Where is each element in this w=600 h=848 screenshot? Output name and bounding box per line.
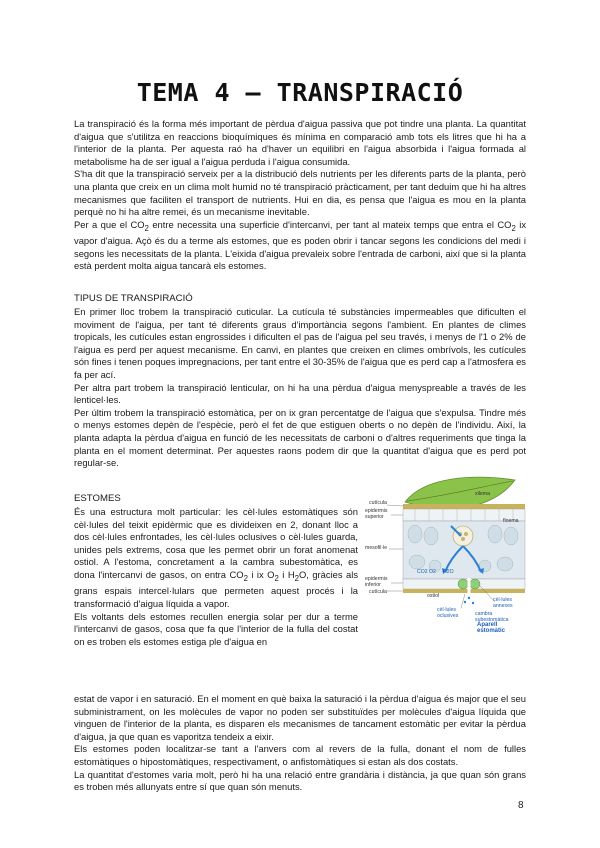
label-cambra-subestomatica: cambra subestomàtica bbox=[475, 611, 509, 623]
label-mesofil: mesofil·le bbox=[365, 545, 388, 551]
label-epidermis-inferior: epidermis inferior bbox=[365, 576, 388, 588]
estomes-narrow-column bbox=[74, 506, 358, 648]
estomes-paragraph-2-end: estat de vapor i en saturació. En el moment en què baixa la saturació i la pèrdua d'aigua és major que el seu subministrament, on les molècules de vapor no poden ser substituïdes per molècules d'aigua líquida que vinguen de l'interior de la planta, es disparen els mecanismes de tancament estomàtic per evitar la pèrdua d'aigua, ja que quan es vaporitza tendeix a eixir. bbox=[74, 693, 526, 742]
estomes-paragraph-4: La quantitat d'estomes varia molt, però hi ha una relació entre grandària i distància, ja que quan són grans es troben més allunyats entre sí que quan són menuts. bbox=[74, 768, 526, 793]
figure-caption: Aparell estomàtic bbox=[477, 622, 506, 634]
estomes-paragraph-2-start: Els voltants dels estomes recullen energia solar per dur a terme l'intercanvi de gasos, cosa que fa que l'interior de la fulla del costat on es troben els estomes estiga ple d'aigua en bbox=[74, 610, 358, 647]
lower-cuticle bbox=[403, 589, 525, 593]
tipus-paragraph-1: En primer lloc trobem la transpiració cuticular. La cutícula té substàncies impermeables que dificulten el moviment de l'aigua, per tant té diferents graus d'importància segons l'ambient. En plantes de climes tropicals, les cutícules estan engrossides i dificulten el pas de l'aigua pel seu través, i menys de l'1 o 2% de l'aigua es perd per aquest mecanisme. En canvi, en plantes que creixen en climes ombrívols, les cutícules són fines i tenen poques impregnacions, per tant entre el 30-35% de l'aigua que es perd cap a l'atmosfera es fa per ací. bbox=[74, 306, 526, 380]
escaping-vapour bbox=[464, 597, 474, 604]
label-h2o: H2O bbox=[443, 569, 454, 575]
label-epidermis-superior: epidermis superior bbox=[365, 508, 388, 520]
intro-section bbox=[74, 118, 526, 273]
upper-cuticle bbox=[403, 504, 525, 509]
page-title: TEMA 4 – TRANSPIRACIÓ bbox=[136, 78, 464, 107]
guard-cell-right bbox=[470, 579, 480, 589]
label-cel-lules-oclusives: cèl·lules oclusives bbox=[437, 607, 459, 619]
vascular-bundle bbox=[453, 526, 473, 546]
label-co2: CO2 bbox=[417, 569, 428, 575]
stomata-figure bbox=[365, 474, 527, 634]
label-ostiol: ostiol bbox=[427, 593, 440, 599]
label-floema: floema bbox=[503, 518, 519, 524]
tipus-section bbox=[74, 306, 526, 470]
intro-paragraph-3: Per a que el $CO_2$ entre necessita una superficie d'intercanvi, per tant al mateix temps que entra el $CO_2$ ix vapor d'aigua. Açò és du a terme als estomes, que es poden obrir i tancar segons les condicions del medi i segons les necessitats de la planta. L'eixida d'aigua prevaleix sobre l'entrada de carboni, així que si la planta està perdent molta aigua tancarà els estomes. bbox=[74, 218, 526, 272]
estomes-paragraph-3: Els estomes poden localitzar-se tant a l'anvers com al revers de la fulla, donant el nom de fulles estomàtiques o hipostomàtiques, respectivament, o anfistomàtiques si estan als dos costats. bbox=[74, 743, 526, 767]
intro-paragraph-1: La transpiració és la forma més important de pèrdua d'aigua passiva que pot tindre una planta. La quantitat d'aigua que s'utilitza en reaccions bioquímiques és mínima en comparació amb tots els litres que hi ha a l'interior de la planta. Per aquesta raó ha d'haver un equilibri en l'aigua absorbida i l'aigua formada al metabolisme ha de ser igual a l'aigua perduda i l'aigua consumida. bbox=[74, 118, 526, 167]
label-cuticula-top: cutícula bbox=[369, 500, 387, 506]
label-cel-lules-annexes: cèl·lules annexes bbox=[493, 597, 513, 609]
label-cuticula-bottom: cutícula bbox=[369, 589, 387, 595]
ostiole bbox=[468, 578, 471, 594]
tipus-paragraph-2: Per altra part trobem la transpiració lenticular, on hi ha una pèrdua d'aigua menyspreable a través de les lenticel·les. bbox=[74, 381, 526, 406]
section-heading-estomes: ESTOMES bbox=[74, 493, 121, 504]
label-o2: O2 bbox=[429, 569, 436, 575]
estomes-paragraph-1: És una estructura molt particular: les cèl·lules estomàtiques són cèl·lules del teixit epidèrmic que es divideixen en 2, donant lloc a dos cèl·lules enfrontades, les cèl·lules oclusives o cèl·lules guarda, unides pels extrems, cosa que les permet obrir un forat anomenat ostiol. A l'estoma, concretament a la cambra subestomàtica, es dona l'intercanvi de gasos, on entra $CO_2$ i ix $O_2$ i $H_2O$, gràcies als grans espais intercel·lulars que permeten aquest procés i la transformació d'aigua líquida a vapor. bbox=[74, 506, 359, 610]
label-xilema: xilema bbox=[475, 491, 490, 497]
section-heading-tipus: TIPUS DE TRANSPIRACIÓ bbox=[74, 293, 193, 304]
guard-cell-left bbox=[458, 579, 468, 589]
tipus-paragraph-3: Per últim trobem la transpiració estomàtica, per on ix gran percentatge de l'aigua que s'expulsa. Tindre més o menys estomes depèn de l'espècie, però el fet de que estiguen oberts o no depèn de l'individu. Així, la planta adapta la pèrdua d'aigua en funció de les necessitats de carboni o d'altres requeriments que tinga la planta en el moment determinat. Per aquestes raons podem dir que la quantitat d'aigua que es perd pot regular-se. bbox=[74, 406, 526, 469]
intro-paragraph-2: S'ha dit que la transpiració serveix per a la distribució dels nutrients per les diferents parts de la planta, però una planta que creix en un clima molt humid no té transpiració pràcticament, per tant deduim que hi ha altres mecanismes que faciliten el transport de nutrients. Hui en dia, es pensa que l'aigua es mou en la planta perquè no hi ha altre remei, és un mecanisme inevitable. bbox=[74, 168, 526, 218]
page-number: 8 bbox=[518, 800, 524, 811]
estomes-wide-column bbox=[74, 693, 526, 794]
